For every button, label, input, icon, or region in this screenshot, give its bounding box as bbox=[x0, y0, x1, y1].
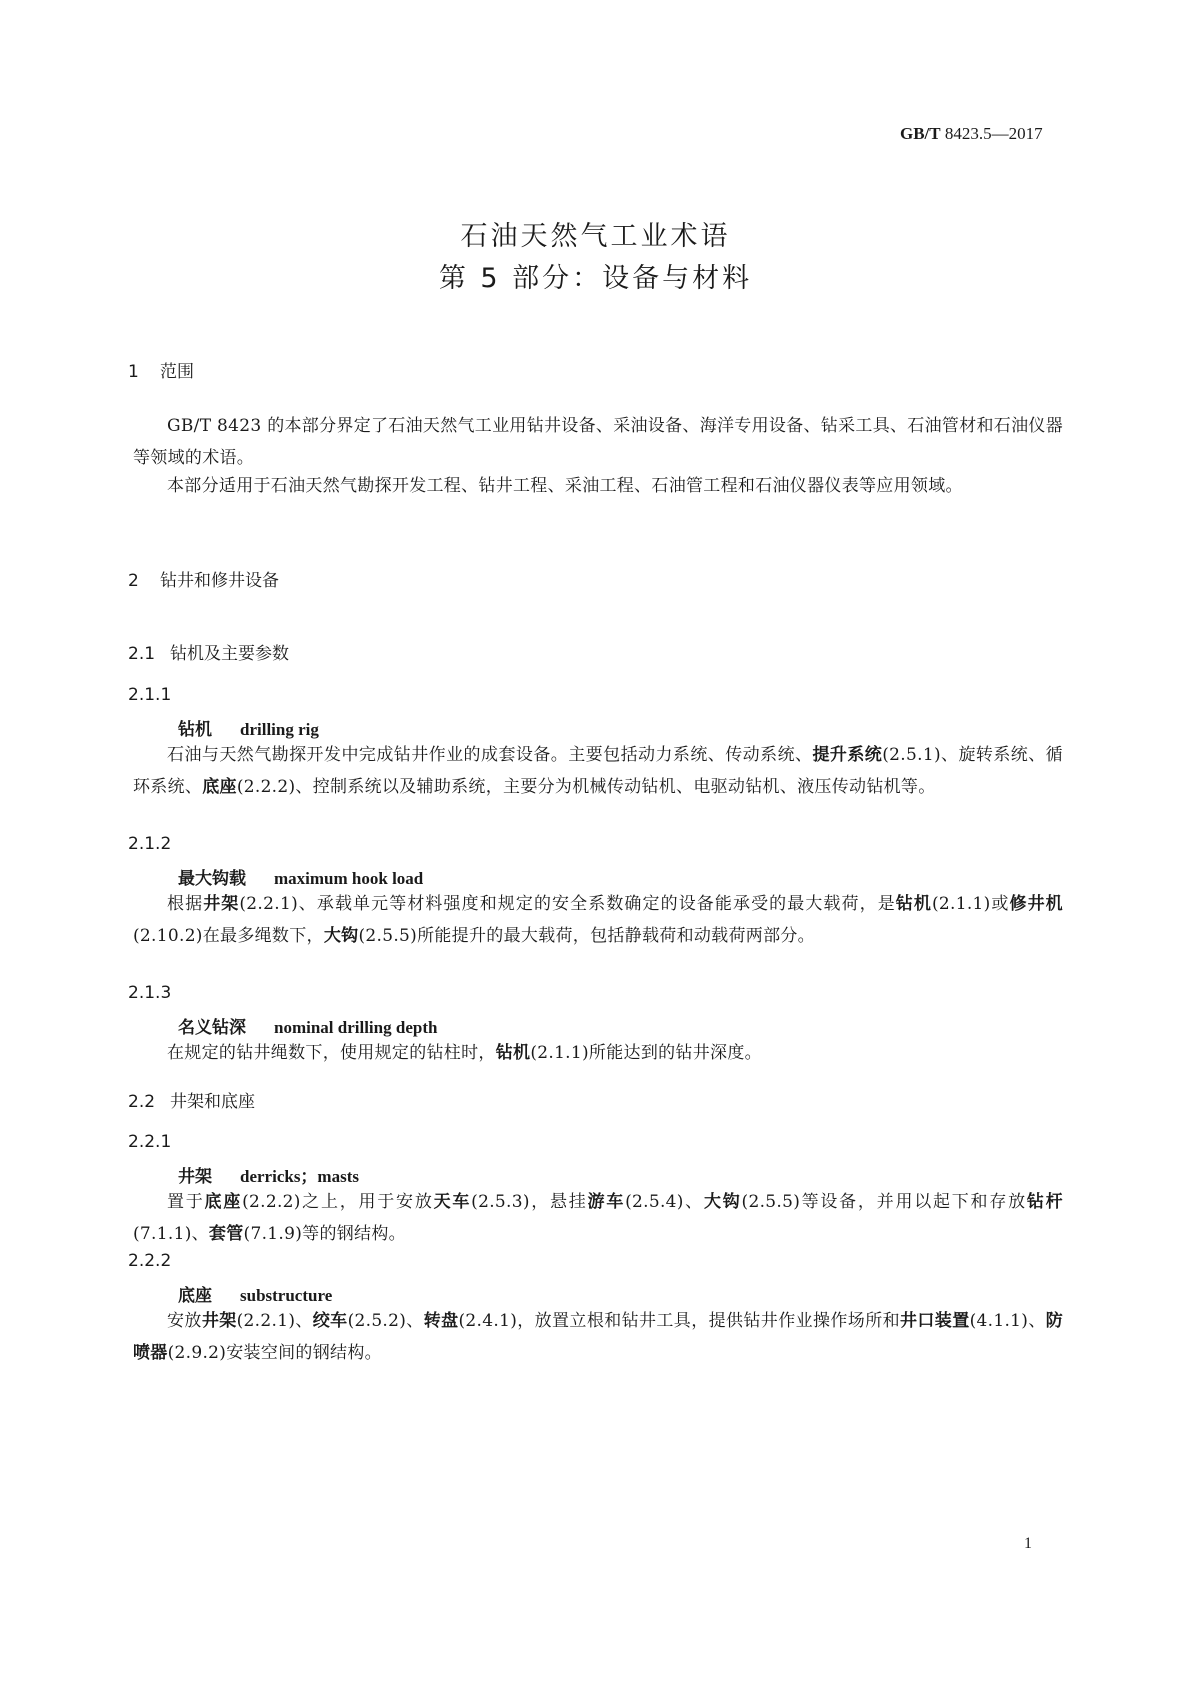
term-number: 2.2.2 bbox=[128, 1251, 172, 1271]
subsection-2-2-heading bbox=[128, 1087, 255, 1112]
term-reference: 套管 bbox=[208, 1224, 244, 1244]
standard-number bbox=[900, 124, 1043, 144]
term-definition: 在规定的钻井绳数下，使用规定的钻柱时，钻机(2.1.1)所能达到的钻井深度。 bbox=[167, 1043, 762, 1063]
term-reference: 钻机 bbox=[495, 1043, 531, 1063]
subsection-number: 2.1 bbox=[128, 644, 156, 664]
subsection-title: 井架和底座 bbox=[170, 1092, 255, 1112]
subsection-title: 钻机及主要参数 bbox=[170, 644, 289, 664]
term-chinese: 井架 bbox=[178, 1167, 212, 1187]
term-reference: 转盘 bbox=[423, 1311, 459, 1331]
term-definition: 安放井架(2.2.1)、绞车(2.5.2)、转盘(2.4.1)，放置立根和钻井工具，提供钻井作业操作场所和井口装置(4.1.1)、防喷器(2.9.2)安装空间的钢结构。 bbox=[133, 1311, 1064, 1363]
section-number: 1 bbox=[128, 362, 139, 382]
document-title: 石油天然气工业术语 bbox=[460, 221, 731, 252]
term-reference: 提升系统 bbox=[812, 745, 883, 765]
term-english: drilling rig bbox=[240, 720, 319, 739]
term-reference: 防喷器 bbox=[133, 1311, 1064, 1363]
term-heading bbox=[178, 1281, 332, 1306]
term-reference: 井口装置 bbox=[900, 1311, 970, 1331]
term-chinese: 名义钻深 bbox=[178, 1018, 246, 1038]
term-chinese: 最大钩载 bbox=[178, 869, 246, 889]
term-reference: 井架 bbox=[201, 1311, 237, 1331]
term-reference: 天车 bbox=[433, 1192, 472, 1212]
section-2-heading bbox=[128, 566, 279, 591]
term-number: 2.1.1 bbox=[128, 685, 172, 705]
term-reference: 底座 bbox=[204, 1192, 243, 1212]
term-chinese: 底座 bbox=[178, 1286, 212, 1306]
term-reference: 绞车 bbox=[312, 1311, 348, 1331]
section-title: 钻井和修井设备 bbox=[160, 571, 279, 591]
subsection-number: 2.2 bbox=[128, 1092, 156, 1112]
term-number: 2.2.1 bbox=[128, 1132, 172, 1152]
term-heading bbox=[178, 864, 423, 889]
standard-prefix: GB/T bbox=[900, 124, 941, 143]
term-heading bbox=[178, 1013, 437, 1038]
term-definition: 石油与天然气勘探开发中完成钻井作业的成套设备。主要包括动力系统、传动系统、提升系统(2.5.1)、旋转系统、循环系统、底座(2.2.2)、控制系统以及辅助系统，主要分为机械传动钻机、电驱动钻机、液压传动钻机等。 bbox=[133, 745, 1063, 797]
standard-code: 8423.5—2017 bbox=[944, 124, 1043, 143]
term-english: maximum hook load bbox=[274, 869, 424, 888]
term-reference: 修井机 bbox=[1009, 894, 1063, 914]
term-number: 2.1.2 bbox=[128, 834, 172, 854]
term-reference: 钻杆 bbox=[1026, 1192, 1063, 1212]
term-reference: 底座 bbox=[202, 777, 237, 797]
document-subtitle: 第 5 部分：设备与材料 bbox=[438, 263, 753, 294]
term-reference: 大钩 bbox=[703, 1192, 742, 1212]
term-english: derricks；masts bbox=[240, 1167, 359, 1186]
term-heading bbox=[178, 1162, 359, 1187]
section-title: 范围 bbox=[160, 362, 194, 382]
term-number: 2.1.3 bbox=[128, 983, 172, 1003]
page-number: 1 bbox=[1024, 1535, 1032, 1552]
term-definition: 根据井架(2.2.1)、承载单元等材料强度和规定的安全系数确定的设备能承受的最大载荷，是钻机(2.1.1)或修井机(2.10.2)在最多绳数下，大钩(2.5.5)所能提升的最大载荷，包括静载荷和动载荷两部分。 bbox=[133, 894, 1063, 946]
scope-paragraph-1: GB/T 8423 的本部分界定了石油天然气工业用钻井设备、采油设备、海洋专用设备、钻采工具、石油管材和石油仪器等领域的术语。 bbox=[133, 416, 1064, 468]
term-reference: 游车 bbox=[587, 1192, 626, 1212]
scope-paragraph-2: 本部分适用于石油天然气勘探开发工程、钻井工程、采油工程、石油管工程和石油仪器仪表等应用领域。 bbox=[167, 476, 963, 496]
term-english: substructure bbox=[240, 1286, 333, 1305]
term-english: nominal drilling depth bbox=[274, 1018, 438, 1037]
section-1-heading bbox=[128, 357, 194, 382]
term-reference: 钻机 bbox=[895, 894, 932, 914]
term-heading bbox=[178, 715, 319, 740]
section-number: 2 bbox=[128, 571, 139, 591]
term-reference: 大钩 bbox=[323, 926, 359, 946]
term-reference: 井架 bbox=[203, 894, 240, 914]
subsection-2-1-heading bbox=[128, 639, 289, 664]
term-chinese: 钻机 bbox=[178, 720, 212, 740]
term-definition: 置于底座(2.2.2)之上，用于安放天车(2.5.3)，悬挂游车(2.5.4)、大钩(2.5.5)等设备，并用以起下和存放钻杆(7.1.1)、套管(7.1.9)等的钢结构。 bbox=[133, 1192, 1063, 1244]
